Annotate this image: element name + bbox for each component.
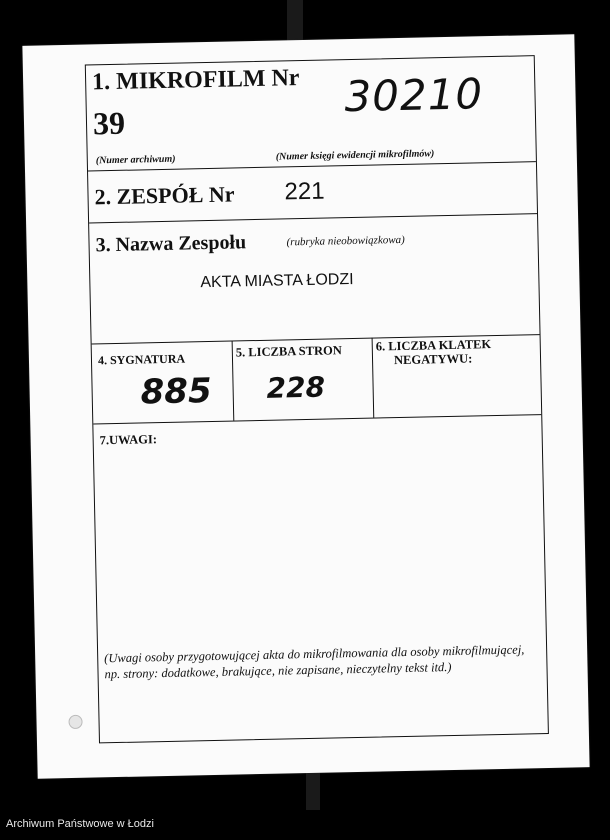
signature-label: 4. SYGNATURA (97, 351, 186, 368)
archive-footer: Archiwum Państwowe w Łodzi (6, 818, 154, 830)
fonds-number: 221 (284, 177, 325, 206)
frames-label-line2: NEGATYWU: (393, 351, 473, 368)
film-strip-bottom (306, 770, 320, 810)
fonds-name-label: 3. Nazwa Zespołu (95, 231, 247, 257)
pages-value: 228 (266, 370, 326, 405)
pages-cell (232, 338, 375, 421)
fonds-name: AKTA MIASTA ŁODZI (200, 270, 354, 292)
microfilm-label: 1. MIKROFILM Nr (91, 65, 300, 96)
microfilm-number: 30210 (344, 69, 484, 122)
microfilm-card (22, 34, 589, 778)
signature-cell (92, 341, 235, 424)
archive-number: 39 (92, 104, 126, 142)
notes-hint: (Uwagi osoby przygotowującej akta do mikrofilmowania dla osoby mikrofilmującej, np. strony: dodatkowe, brakujące, nie zapisane, nieczytelny tekst itd.) (104, 642, 525, 682)
pages-label: 5. LICZBA STRON (235, 343, 342, 360)
frames-cell (372, 334, 542, 418)
fonds-label: 2. ZESPÓŁ Nr (94, 181, 235, 210)
film-strip-top (287, 0, 303, 42)
section-fonds-name (89, 213, 539, 344)
section-microfilm (86, 56, 536, 171)
microfilm-number-caption: (Numer księgi ewidencji mikrofilmów) (275, 148, 435, 163)
punch-hole (68, 715, 82, 729)
frames-label-line1: 6. LICZBA KLATEK (375, 337, 492, 354)
notes-label: 7.UWAGI: (99, 432, 158, 448)
section-counts (92, 334, 542, 424)
signature-value: 885 (140, 370, 213, 413)
form-frame (85, 55, 549, 743)
fonds-name-hint: (rubryka nieobowiązkowa) (286, 233, 405, 249)
archive-number-caption: (Numer archiwum) (95, 153, 176, 167)
